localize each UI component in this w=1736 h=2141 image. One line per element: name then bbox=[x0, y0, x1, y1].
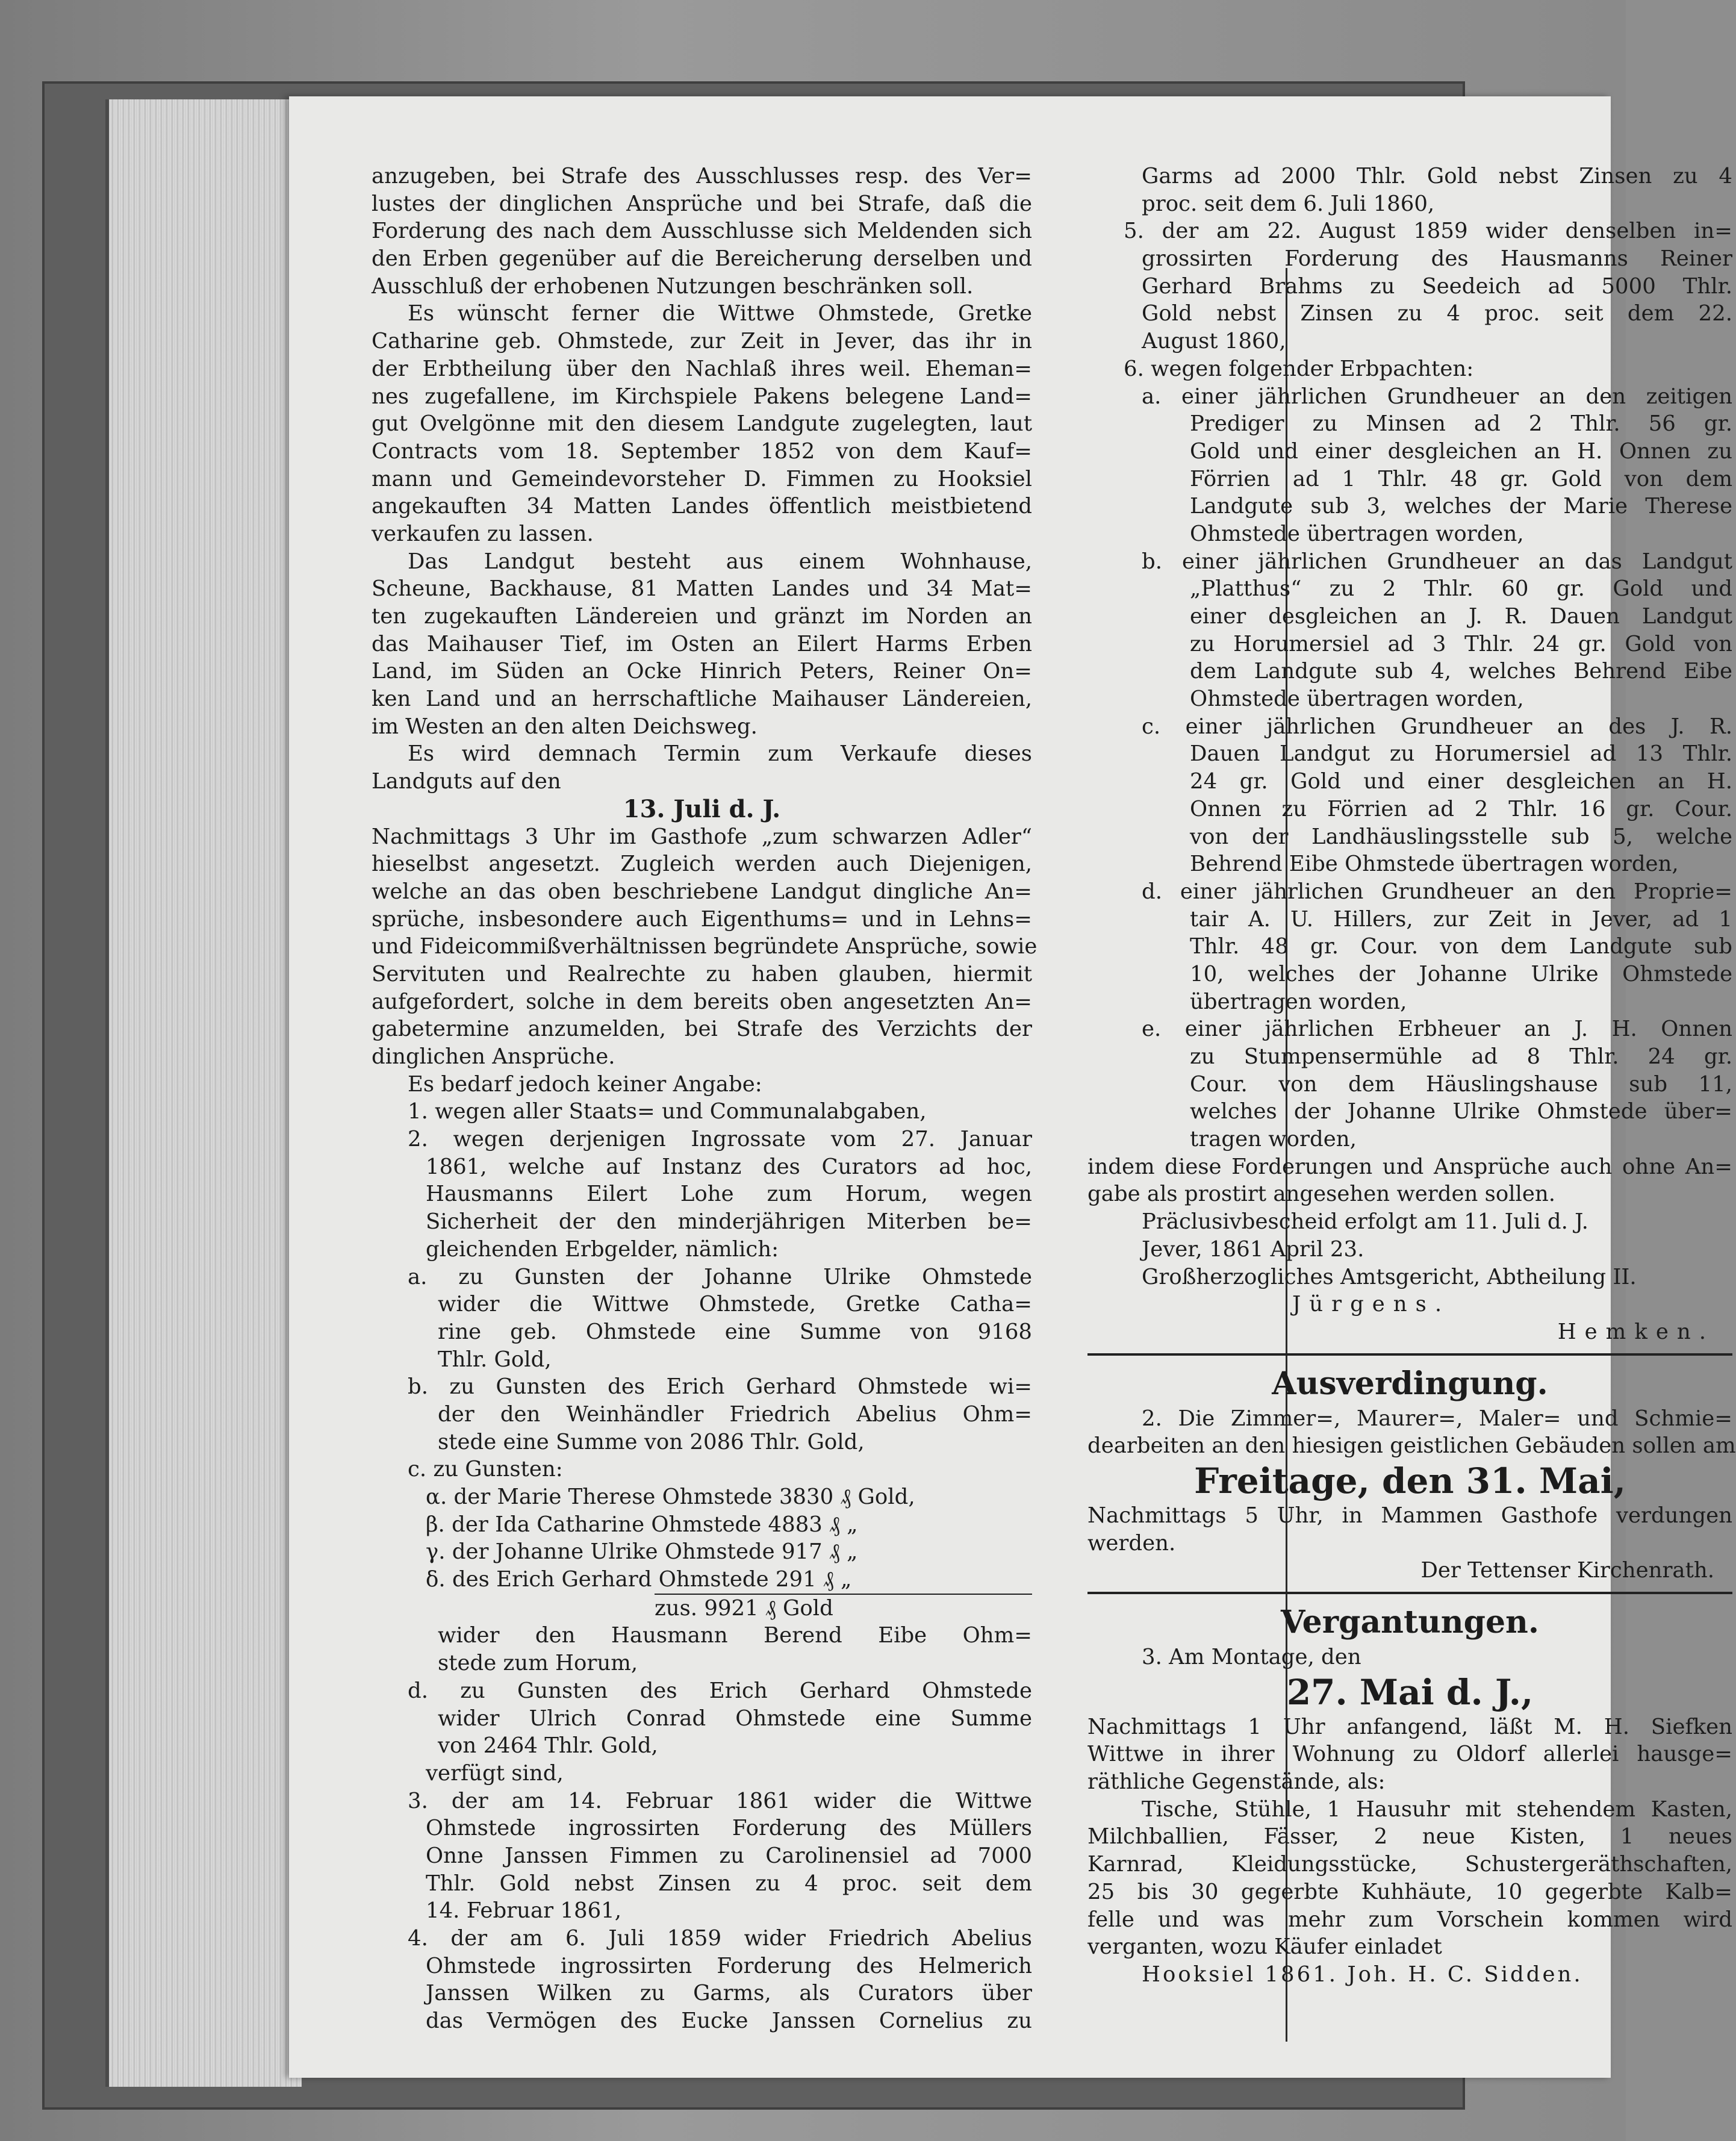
text-line: Karnrad, Kleidungsstücke, Schustergeräthschaften, bbox=[1087, 1852, 1732, 1877]
text-line: verganten, wozu Käufer einladet bbox=[1087, 1934, 1442, 1960]
text-line: Scheune, Backhause, 81 Matten Landes und 34 Mat= bbox=[372, 576, 1032, 602]
list-item: γ. der Johanne Ulrike Ohmstede 917 ₰ „ bbox=[426, 1539, 858, 1565]
text-line: von 2464 Thlr. Gold, bbox=[438, 1733, 658, 1759]
text-line: Gerhard Brahms zu Seedeich ad 5000 Thlr. bbox=[1142, 273, 1732, 299]
text-line: Contracts vom 18. September 1852 von dem Kauf= bbox=[372, 438, 1032, 464]
text-line: einer desgleichen an J. R. Dauen Landgut bbox=[1190, 604, 1732, 629]
sum-line: zus. 9921 ₰ Gold bbox=[655, 1594, 1032, 1622]
text-line: Ohmstede übertragen worden, bbox=[1190, 687, 1524, 712]
text-line: angekauften 34 Matten Landes öffentlich meistbietend bbox=[372, 494, 1032, 519]
text-line: zu Stumpensermühle ad 8 Thlr. 24 gr. bbox=[1190, 1044, 1732, 1069]
text-line: welche an das oben beschriebene Landgut dingliche An= bbox=[372, 879, 1032, 904]
court-name: Großherzogliches Amtsgericht, Abtheilung II. bbox=[1142, 1264, 1637, 1289]
list-item: b. zu Gunsten des Erich Gerhard Ohmstede wi= bbox=[408, 1374, 1032, 1400]
text-line: mann und Gemeindevorsteher D. Fimmen zu Hooksiel bbox=[372, 466, 1032, 491]
text-line: anzugeben, bei Strafe des Ausschlusses resp. des Ver= bbox=[372, 164, 1032, 189]
text-line: stede zum Horum, bbox=[438, 1651, 638, 1676]
text-line: Dauen Landgut zu Horumersiel ad 13 Thlr. bbox=[1190, 741, 1732, 767]
list-item: c. zu Gunsten: bbox=[408, 1457, 563, 1482]
text-line: Thlr. 48 gr. Cour. von dem Landgute sub bbox=[1190, 934, 1732, 959]
list-item: d. einer jährlichen Grundheuer an den Proprie= bbox=[1142, 879, 1732, 904]
section-title-ausverdingung: Ausverdingung. bbox=[1272, 1365, 1548, 1402]
left-column bbox=[372, 163, 1038, 2035]
list-item: d. zu Gunsten des Erich Gerhard Ohmstede bbox=[408, 1678, 1032, 1703]
section-rule bbox=[1087, 1592, 1732, 1594]
text-line: Janssen Wilken zu Garms, als Curators über bbox=[426, 1981, 1032, 2006]
text-line: und Fideicommißverhältnissen begründete Ansprüche, sowie bbox=[372, 934, 1038, 959]
text-line: Präclusivbescheid erfolgt am 11. Juli d. J. bbox=[1142, 1209, 1588, 1235]
text-line: Milchballien, Fässer, 2 neue Kisten, 1 neues bbox=[1087, 1824, 1732, 1850]
text-line: Ohmstede ingrossirten Forderung des Helmerich bbox=[426, 1953, 1032, 1978]
text-line: dinglichen Ansprüche. bbox=[372, 1044, 615, 1069]
text-line: räthliche Gegenstände, als: bbox=[1087, 1769, 1386, 1795]
text-line: felle und was mehr zum Vorschein kommen wird bbox=[1087, 1907, 1732, 1932]
text-line: Garms ad 2000 Thlr. Gold nebst Zinsen zu 4 bbox=[1142, 164, 1732, 189]
section-title-vergantungen: Vergantungen. bbox=[1281, 1604, 1539, 1641]
text-line: Das Landgut besteht aus einem Wohnhause, bbox=[408, 549, 1032, 574]
text-line: Ohmstede ingrossirten Forderung des Müllers bbox=[426, 1816, 1032, 1841]
text-line: Servituten und Realrechte zu haben glauben, hiermit bbox=[372, 961, 1032, 986]
text-line: Gold und einer desgleichen an H. Onnen zu bbox=[1190, 438, 1732, 464]
list-item: a. einer jährlichen Grundheuer an den zeitigen bbox=[1142, 384, 1732, 409]
text-line: Behrend Eibe Ohmstede übertragen worden, bbox=[1190, 852, 1679, 877]
text-line: tair A. U. Hillers, zur Zeit in Jever, ad 1 bbox=[1190, 906, 1732, 932]
text-line: zu Horumersiel ad 3 Thlr. 24 gr. Gold von bbox=[1190, 631, 1732, 656]
book-page bbox=[289, 96, 1736, 2078]
text-line: gleichenden Erbgelder, nämlich: bbox=[426, 1236, 779, 1262]
text-line: Prediger zu Minsen ad 2 Thlr. 56 gr. bbox=[1190, 411, 1732, 437]
text-line: Es wünscht ferner die Wittwe Ohmstede, Gretke bbox=[408, 301, 1032, 326]
list-item: 5. der am 22. August 1859 wider denselben in= bbox=[1124, 219, 1732, 244]
signature-kirchenrath: Der Tettenser Kirchenrath. bbox=[1420, 1558, 1714, 1583]
text-line: Landguts auf den bbox=[372, 769, 561, 794]
list-item: 2. wegen derjenigen Ingrossate vom 27. Januar bbox=[408, 1127, 1032, 1152]
right-column bbox=[1032, 163, 1736, 1989]
text-line: Es wird demnach Termin zum Verkaufe dieses bbox=[408, 741, 1032, 767]
text-line: „Platthus“ zu 2 Thlr. 60 gr. Gold und bbox=[1190, 576, 1732, 602]
text-line: Förrien ad 1 Thlr. 48 gr. Gold von dem bbox=[1190, 466, 1732, 491]
text-line: Es bedarf jedoch keiner Angabe: bbox=[408, 1071, 762, 1097]
text-line: 3. Am Montage, den bbox=[1142, 1645, 1361, 1669]
text-line: wider den Hausmann Berend Eibe Ohm= bbox=[438, 1623, 1032, 1648]
text-line: rine geb. Ohmstede eine Summe von 9168 bbox=[438, 1319, 1032, 1344]
text-line: August 1860, bbox=[1142, 329, 1286, 354]
list-item: δ. des Erich Gerhard Ohmstede 291 ₰ „ bbox=[426, 1567, 852, 1592]
text-line: Nachmittags 1 Uhr anfangend, läßt M. H. Siefken bbox=[1087, 1714, 1732, 1739]
text-line: Wittwe in ihrer Wohnung zu Oldorf allerlei hausge= bbox=[1087, 1742, 1732, 1767]
text-line: Thlr. Gold nebst Zinsen zu 4 proc. seit dem bbox=[426, 1871, 1032, 1896]
text-line: Cour. von dem Häuslingshause sub 11, bbox=[1190, 1071, 1732, 1097]
text-line: nes zugefallene, im Kirchspiele Pakens belegene Land= bbox=[372, 384, 1032, 409]
text-line: Nachmittags 3 Uhr im Gasthofe „zum schwarzen Adler“ bbox=[372, 824, 1032, 849]
text-line: aufgefordert, solche in dem bereits oben angesetzten An= bbox=[372, 989, 1032, 1014]
text-line: gabe als prostirt angesehen werden sollen. bbox=[1087, 1182, 1556, 1207]
text-line: Ohmstede übertragen worden, bbox=[1190, 521, 1524, 546]
list-item: β. der Ida Catharine Ohmstede 4883 ₰ „ bbox=[426, 1512, 858, 1537]
list-item: e. einer jährlichen Erbheuer an J. H. Onnen bbox=[1142, 1017, 1732, 1042]
text-line: dearbeiten an den hiesigen geistlichen Gebäuden sollen am bbox=[1087, 1433, 1736, 1459]
text-line: Hausmanns Eilert Lohe zum Horum, wegen bbox=[426, 1182, 1032, 1207]
text-line: welches der Johanne Ulrike Ohmstede über= bbox=[1190, 1099, 1732, 1124]
text-line: ten zugekauften Ländereien und gränzt im Norden an bbox=[372, 604, 1032, 629]
text-line: 2. Die Zimmer=, Maurer=, Maler= und Schmie= bbox=[1142, 1406, 1732, 1431]
text-line: 10, welches der Johanne Ulrike Ohmstede bbox=[1190, 961, 1732, 986]
text-line: Tische, Stühle, 1 Hausuhr mit stehendem Kasten, bbox=[1142, 1797, 1732, 1822]
list-item: 3. der am 14. Februar 1861 wider die Wittwe bbox=[408, 1788, 1032, 1813]
text-line: Thlr. Gold, bbox=[438, 1347, 552, 1372]
text-line: wider Ulrich Conrad Ohmstede eine Summe bbox=[438, 1706, 1032, 1731]
text-line: Onne Janssen Fimmen zu Carolinensiel ad 7000 bbox=[426, 1843, 1032, 1868]
text-line: hieselbst angesetzt. Zugleich werden auch Diejenigen, bbox=[372, 852, 1032, 877]
text-line: Land, im Süden an Ocke Hinrich Peters, Reiner On= bbox=[372, 659, 1032, 684]
text-line: gut Ovelgönne mit den diesem Landgute zugelegten, laut bbox=[372, 411, 1032, 437]
text-line: im Westen an den alten Deichsweg. bbox=[372, 714, 758, 739]
text-line: 14. Februar 1861, bbox=[426, 1898, 622, 1924]
signature-sidden: Hooksiel 1861. Joh. H. C. Sidden. bbox=[1142, 1962, 1583, 1987]
text-line: lustes der dinglichen Ansprüche und bei Strafe, daß die bbox=[372, 191, 1032, 216]
text-line: stede eine Summe von 2086 Thlr. Gold, bbox=[438, 1429, 865, 1454]
event-date: Freitage, den 31. Mai, bbox=[1194, 1460, 1626, 1501]
text-line: indem diese Forderungen und Ansprüche auch ohne An= bbox=[1087, 1154, 1732, 1179]
text-line: sprüche, insbesondere auch Eigenthums= und in Lehns= bbox=[372, 906, 1032, 932]
text-line: wider die Wittwe Ohmstede, Gretke Catha= bbox=[438, 1292, 1032, 1317]
list-item: c. einer jährlichen Grundheuer an des J. R. bbox=[1142, 714, 1732, 739]
list-item: a. zu Gunsten der Johanne Ulrike Ohmstede bbox=[408, 1264, 1032, 1289]
section-rule bbox=[1087, 1353, 1732, 1356]
text-line: das Vermögen des Eucke Janssen Cornelius zu bbox=[426, 2009, 1032, 2034]
list-item: 6. wegen folgender Erbpachten: bbox=[1124, 356, 1474, 381]
text-line: dem Landgute sub 4, welches Behrend Eibe bbox=[1190, 659, 1732, 684]
list-item: b. einer jährlichen Grundheuer an das Landgut bbox=[1142, 549, 1732, 574]
text-line: verkaufen zu lassen. bbox=[372, 521, 594, 546]
text-line: von der Landhäuslingsstelle sub 5, welche bbox=[1190, 824, 1732, 849]
text-line: Landgute sub 3, welches der Marie Therese bbox=[1190, 494, 1732, 519]
text-line: 25 bis 30 gegerbte Kuhhäute, 10 gegerbte Kalb= bbox=[1087, 1879, 1732, 1904]
text-line: verfügt sind, bbox=[426, 1760, 564, 1786]
text-line: Nachmittags 5 Uhr, in Mammen Gasthofe verdungen bbox=[1087, 1503, 1732, 1528]
page-edges bbox=[105, 99, 302, 2087]
text-line: übertragen worden, bbox=[1190, 989, 1407, 1014]
text-line: das Maihauser Tief, im Osten an Eilert Harms Erben bbox=[372, 631, 1032, 656]
text-line: Jever, 1861 April 23. bbox=[1142, 1236, 1364, 1262]
text-line: Gold nebst Zinsen zu 4 proc. seit dem 22. bbox=[1142, 301, 1732, 326]
signature-hemken: Hemken. bbox=[1557, 1319, 1714, 1344]
signature-juergens: Jürgens. bbox=[1292, 1292, 1451, 1317]
text-line: gabetermine anzumelden, bei Strafe des Verzichts der bbox=[372, 1017, 1032, 1042]
text-line: der den Weinhändler Friedrich Abelius Ohm= bbox=[438, 1401, 1032, 1427]
text-line: den Erben gegenüber auf die Bereicherung derselben und bbox=[372, 246, 1032, 272]
list-item: 1. wegen aller Staats= und Communalabgaben, bbox=[408, 1099, 927, 1124]
text-line: tragen worden, bbox=[1190, 1127, 1357, 1152]
text-line: proc. seit dem 6. Juli 1860, bbox=[1142, 191, 1435, 216]
text-line: Forderung des nach dem Ausschlusse sich Meldenden sich bbox=[372, 219, 1032, 244]
event-date: 27. Mai d. J., bbox=[1286, 1671, 1534, 1713]
list-item: α. der Marie Therese Ohmstede 3830 ₰ Gold, bbox=[426, 1485, 915, 1509]
text-line: 1861, welche auf Instanz des Curators ad hoc, bbox=[426, 1154, 1032, 1179]
text-line: 24 gr. Gold und einer desgleichen an H. bbox=[1190, 769, 1732, 794]
text-line: Ausschluß der erhobenen Nutzungen beschränken soll. bbox=[372, 273, 974, 299]
auction-date: 13. Juli d. J. bbox=[623, 794, 781, 823]
text-line: der Erbtheilung über den Nachlaß ihres weil. Eheman= bbox=[372, 356, 1032, 381]
text-line: grossirten Forderung des Hausmanns Reiner bbox=[1142, 246, 1732, 272]
text-line: werden. bbox=[1087, 1530, 1176, 1556]
list-item: 4. der am 6. Juli 1859 wider Friedrich Abelius bbox=[408, 1926, 1032, 1951]
text-line: Sicherheit der den minderjährigen Miterben be= bbox=[426, 1209, 1032, 1235]
text-line: Catharine geb. Ohmstede, zur Zeit in Jever, das ihr in bbox=[372, 329, 1032, 354]
text-line: Onnen zu Förrien ad 2 Thlr. 16 gr. Cour. bbox=[1190, 796, 1732, 821]
text-line: ken Land und an herrschaftliche Maihauser Ländereien, bbox=[372, 687, 1032, 712]
